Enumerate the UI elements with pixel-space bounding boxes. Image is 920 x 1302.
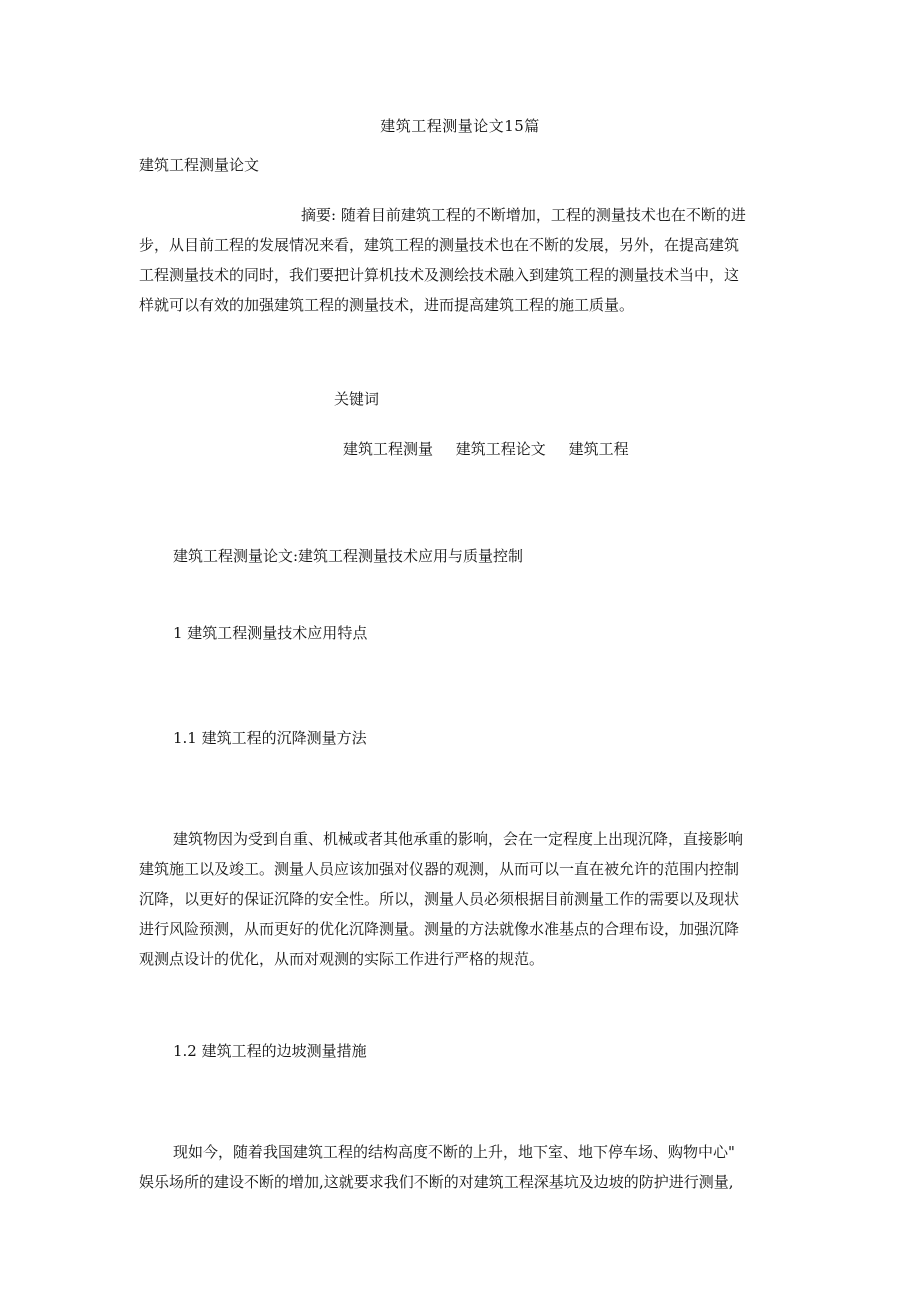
- abstract-line: 摘要: 随着目前建筑工程的不断增加，工程的测量技术也在不断的进: [301, 206, 746, 224]
- paragraph-line: 现如今，随着我国建筑工程的结构高度不断的上升，地下室、地下停车场、购物中心": [173, 1143, 735, 1161]
- abstract-line: 工程测量技术的同时，我们要把计算机技术及测绘技术融入到建筑工程的测量技术当中，这: [139, 266, 740, 284]
- abstract-line: 步，从目前工程的发展情况来看，建筑工程的测量技术也在不断的发展，另外，在提高建筑: [139, 236, 740, 254]
- paragraph-line: 建筑物因为受到自重、机械或者其他承重的影响，会在一定程度上出现沉降，直接影响: [173, 830, 744, 848]
- abstract-line: 样就可以有效的加强建筑工程的测量技术，进而提高建筑工程的施工质量。: [139, 296, 635, 314]
- keywords-list: [343, 438, 629, 459]
- document-title: 建筑工程测量论文15篇: [380, 117, 540, 135]
- document-subtitle: 建筑工程测量论文: [139, 156, 260, 174]
- paragraph-line: 沉降，以更好的保证沉降的安全性。所以，测量人员必须根据目前测量工作的需要以及现状: [139, 890, 740, 908]
- paragraph-line: 观测点设计的优化，从而对观测的实际工作进行严格的规范。: [139, 950, 545, 968]
- paragraph-line: 建筑施工以及竣工。测量人员应该加强对仪器的观测，从而可以一直在被允许的范围内控制: [139, 860, 740, 878]
- paragraph-line: 进行风险预测，从而更好的优化沉降测量。测量的方法就像水准基点的合理布设，加强沉降: [139, 920, 740, 938]
- keyword: 建筑工程论文: [455, 440, 546, 458]
- section-heading-1-2: 1.2 建筑工程的边坡测量措施: [173, 1042, 367, 1060]
- keywords-label: 关键词: [334, 390, 380, 408]
- abstract-paragraph: [139, 200, 781, 320]
- paragraph-line: 娱乐场所的建设不断的增加,这就要求我们不断的对建筑工程深基坑及边坡的防护进行测量,: [139, 1173, 734, 1191]
- section-heading-1-1: 1.1 建筑工程的沉降测量方法: [173, 729, 367, 747]
- section-1-2-paragraph: [139, 1137, 781, 1197]
- keyword: 建筑工程测量: [343, 440, 434, 458]
- main-heading: 建筑工程测量论文:建筑工程测量技术应用与质量控制: [173, 547, 524, 565]
- section-heading-1: 1 建筑工程测量技术应用特点: [173, 624, 368, 642]
- section-1-1-paragraph: [139, 824, 781, 974]
- keyword: 建筑工程: [568, 440, 629, 458]
